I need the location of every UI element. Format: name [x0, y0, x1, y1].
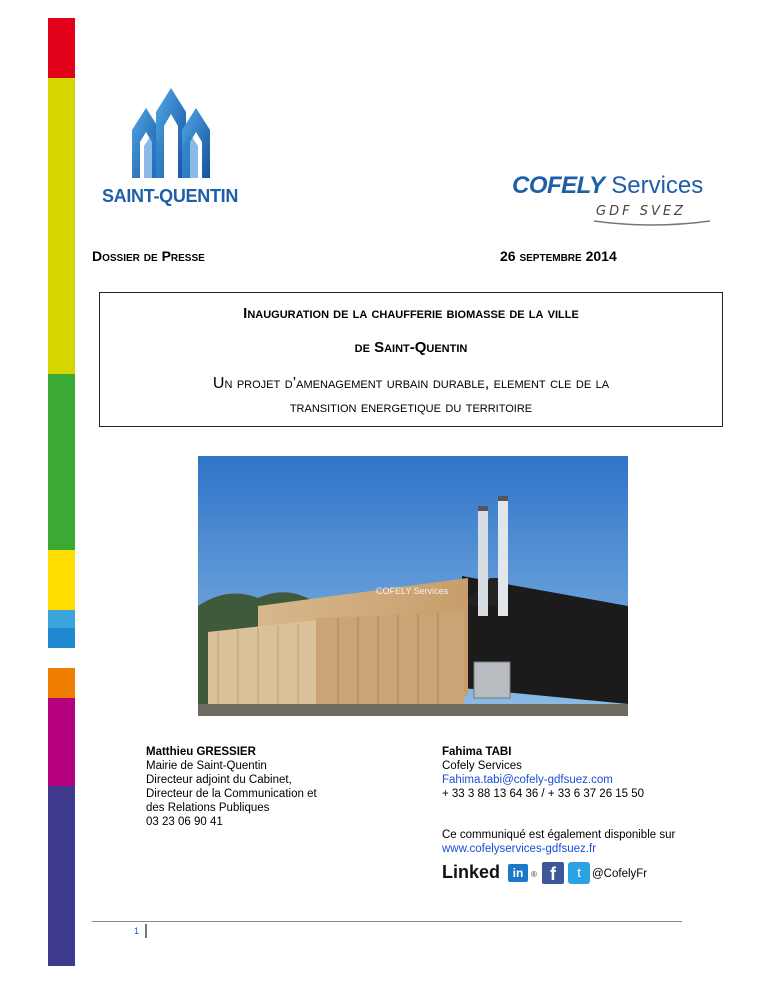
- contact-organisation: Cofely Services: [442, 760, 522, 772]
- photo-illustration: [198, 456, 628, 716]
- color-stripe-blue: [48, 628, 75, 648]
- cofely-wordmark: COFELY: [512, 172, 605, 199]
- subtitle-line-1: Un projet d’amenagement urbain durable, element cle de la: [212, 375, 610, 392]
- website-link[interactable]: www.cofelyservices-gdfsuez.fr: [442, 843, 597, 855]
- linkedin-icon[interactable]: in: [508, 864, 528, 882]
- subtitle-line-2: transition energetique du territoire: [289, 399, 533, 416]
- page-number-bar: [145, 924, 147, 938]
- contact-phone: 03 23 06 90 41: [146, 816, 223, 828]
- services-wordmark: Services: [611, 172, 704, 199]
- registered-mark: ®: [531, 870, 537, 879]
- contact-organisation: Mairie de Saint-Quentin: [146, 760, 267, 772]
- facebook-icon[interactable]: f: [542, 862, 564, 884]
- gdf-suez-swoosh-icon: [592, 219, 712, 227]
- color-stripe-red: [48, 18, 75, 78]
- communique-text: Ce communiqué est également disponible sur: [442, 829, 676, 841]
- social-links: [442, 862, 702, 884]
- color-stripe-orange: [48, 668, 75, 698]
- contact-name: Matthieu GRESSIER: [146, 746, 256, 758]
- contact-role-line-1: Directeur adjoint du Cabinet,: [146, 774, 292, 786]
- saint-quentin-logo: [92, 86, 248, 214]
- color-stripe-yellow: [48, 550, 75, 610]
- cofely-services-logo: [512, 172, 722, 224]
- color-stripe-green: [48, 374, 75, 550]
- building-sign-text: COFELY Services: [376, 586, 449, 596]
- contact-role-line-2: Directeur de la Communication et: [146, 788, 317, 800]
- twitter-icon[interactable]: t: [568, 862, 590, 884]
- contact-phone: + 33 3 88 13 64 36 / + 33 6 37 26 15 50: [442, 788, 645, 800]
- page-number: 1: [134, 926, 140, 936]
- contact-cofely: [442, 745, 644, 801]
- color-stripe-yellow-green: [48, 78, 75, 374]
- color-stripe-light-blue: [48, 610, 75, 628]
- color-stripe-indigo: [48, 786, 75, 966]
- color-stripe-magenta: [48, 698, 75, 786]
- dossier-de-presse-label: Dossier de Presse: [92, 248, 205, 264]
- contact-role-line-3: des Relations Publiques: [146, 802, 270, 814]
- contact-name: Fahima TABI: [442, 746, 512, 758]
- title-box: [99, 292, 723, 427]
- biomass-plant-photo: [198, 456, 628, 716]
- gdf-suez-wordmark: GDF SVEZ: [596, 204, 686, 219]
- communique-availability: [442, 828, 675, 856]
- footer-divider: [92, 921, 682, 922]
- contact-email-link[interactable]: Fahima.tabi@cofely-gdfsuez.com: [442, 774, 613, 786]
- title-line-2: de Saint-Quentin: [354, 339, 468, 356]
- linkedin-wordmark[interactable]: Linked: [442, 862, 501, 882]
- press-date: 26 septembre 2014: [500, 248, 617, 264]
- contact-saint-quentin: [146, 745, 317, 829]
- twitter-handle[interactable]: @CofelyFr: [592, 868, 648, 880]
- saint-quentin-emblem-icon: [130, 86, 212, 182]
- title-line-1: Inauguration de la chaufferie biomasse de la ville: [243, 305, 579, 322]
- saint-quentin-wordmark: SAINT-QUENTIN: [101, 186, 239, 206]
